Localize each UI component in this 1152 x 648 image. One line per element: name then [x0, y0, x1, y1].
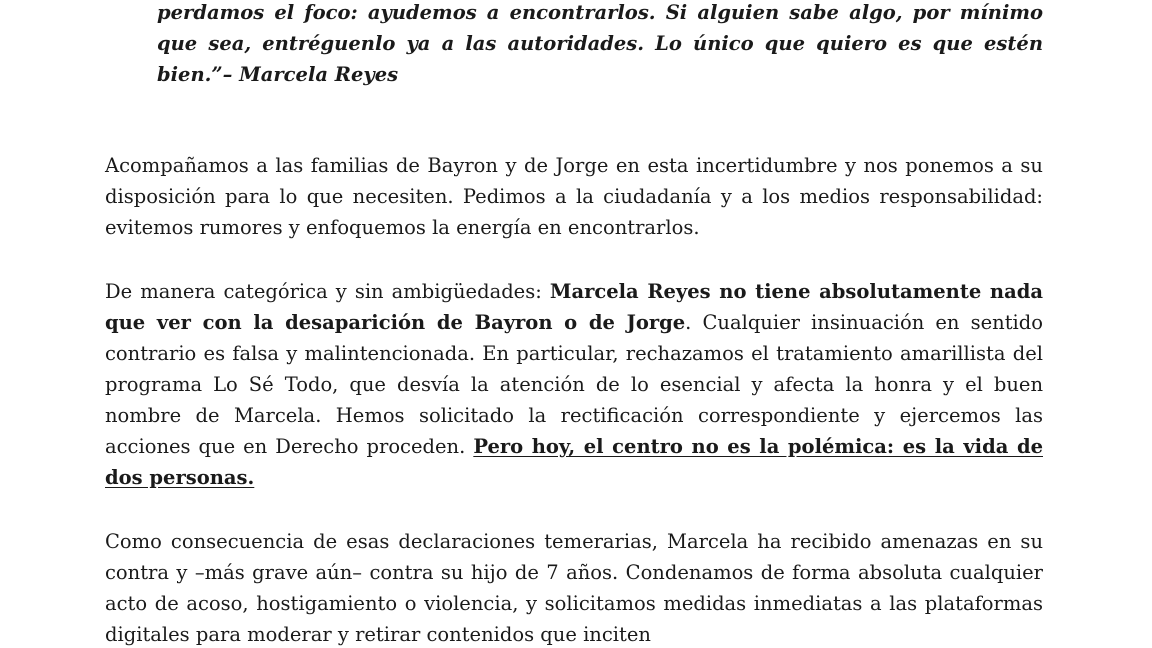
- underlined-statement: Pero hoy, el centro no es la polémica: es la vida de dos personas.: [105, 435, 1043, 489]
- paragraph-text: Como consecuencia de esas declaraciones temerarias, Marcela ha recibido amenazas en su contra y –más grave aún– contra su hijo de 7 años. Condenamos de forma absoluta cualquier acto de acoso, hostigamiento o violencia, y solicitamos medidas inmediatas a las plataformas digitales para moderar y retirar contenidos que inciten: [105, 530, 1043, 646]
- quote-text: perdamos el foco: ayudemos a encontrarlos. Si alguien sabe algo, por mínimo que sea, entréguenlo ya a las autoridades. Lo único que quiero es que estén bien.”– Marcela Reyes: [157, 1, 1043, 86]
- paragraph-body: . Cualquier insinuación en sentido contrario es falsa y malintencionada. En particular, rechazamos el tratamiento amarillista del programa Lo Sé Todo, que desvía la atención de lo esencial y afecta la honra y el buen nombre de Marcela. Hemos solicitado la rectificación correspondiente y ejercemos las acciones que en Derecho proceden.: [105, 311, 1043, 458]
- paragraph-text: Acompañamos a las familias de Bayron y de Jorge en esta incertidumbre y nos ponemos a su disposición para lo que necesiten. Pedimos a la ciudadanía y a los medios responsabilidad: evitemos rumores y enfoquemos la energía en encontrarlos.: [105, 154, 1043, 239]
- paragraph-support-families: [105, 150, 1043, 243]
- paragraph-threats: [105, 526, 1043, 648]
- quote-paragraph: [157, 0, 1043, 90]
- bold-statement: Marcela Reyes no tiene absolutamente nada que ver con la desaparición de Bayron o de Jorge: [105, 280, 1044, 334]
- paragraph-categorical-statement: [105, 276, 1043, 493]
- paragraph-intro: De manera categórica y sin ambigüedades:: [105, 280, 550, 303]
